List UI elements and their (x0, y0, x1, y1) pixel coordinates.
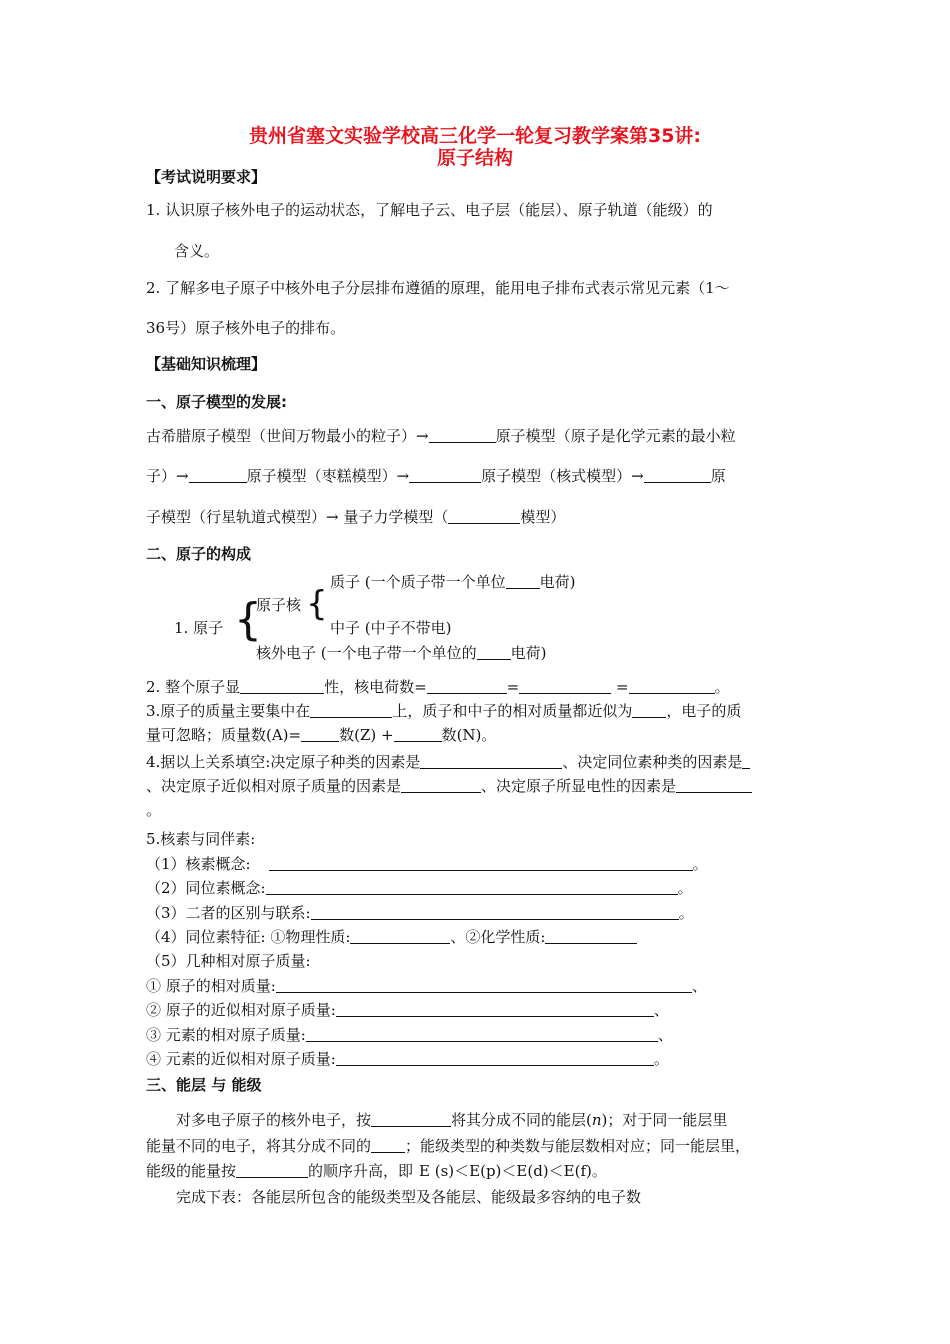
q5-masses: （5）几种相对原子质量: (146, 952, 311, 970)
exam-item-2-cont: 36号）原子核外电子的排布。 (146, 319, 346, 337)
brace-icon: { (306, 584, 328, 624)
answer-blank[interactable] (545, 927, 637, 944)
relative-mass-3: ③ 元素的相对原子质量: 、 (146, 1026, 673, 1044)
answer-blank[interactable] (336, 1049, 654, 1066)
neutron-line: 中子 (中子不带电) (330, 619, 452, 637)
answer-blank[interactable] (644, 466, 711, 483)
relative-mass-4: ④ 元素的近似相对原子质量: 。 (146, 1050, 669, 1068)
question-2: 2. 整个原子显 性，核电荷数= = = 。 (146, 678, 730, 696)
exam-heading: 【考试说明要求】 (146, 168, 267, 186)
exam-item-1: 1. 认识原子核外电子的运动状态，了解电子云、电子层（能层）、原子轨道（能级）的 (146, 201, 713, 219)
answer-blank[interactable] (189, 466, 247, 483)
answer-blank[interactable] (269, 854, 693, 871)
answer-blank[interactable] (236, 1161, 308, 1178)
energy-para-line-4: 完成下表：各能层所包含的能级类型及各能层、能级最多容纳的电子数 (176, 1188, 642, 1206)
answer-blank[interactable] (429, 426, 496, 443)
answer-blank[interactable] (310, 701, 392, 718)
question-3-cont: 量可忽略；质量数(A)= 数(Z) + 数(N)。 (146, 726, 497, 744)
question-4-end: 。 (146, 801, 162, 819)
proton-line: 质子 (一个质子带一个单位 电荷) (330, 573, 576, 591)
title-line-1: 贵州省塞文实验学校高三化学一轮复习教学案第35讲: (248, 125, 702, 147)
answer-blank[interactable] (629, 677, 715, 694)
section-3-heading: 三、能层 与 能级 (146, 1076, 262, 1094)
section-1-heading: 一、原子模型的发展: (146, 393, 287, 411)
model-line-3: 子模型（行星轨道式模型）→ 量子力学模型（ 模型） (146, 508, 566, 526)
q5-features: （4）同位素特征: ①物理性质: 、②化学性质: (146, 926, 637, 948)
energy-para-line-2: 能量不同的电子，将其分成不同的 ；能级类型的种类数与能层数相对应；同一能层里， (146, 1137, 751, 1155)
q5-difference: （3）二者的区别与联系: 。 (146, 904, 694, 922)
answer-blank[interactable] (240, 677, 324, 694)
basics-heading: 【基础知识梳理】 (146, 355, 267, 373)
model-line-1: 古希腊原子模型（世间万物最小的粒子）→ 原子模型（原子是化学元素的最小粒 (146, 427, 736, 445)
relative-mass-2: ② 原子的近似相对原子质量: 、 (146, 1001, 669, 1019)
answer-blank[interactable] (336, 1000, 654, 1017)
question-5: 5.核素与同伴素: (146, 830, 256, 848)
question-4-cont: 、决定原子近似相对原子质量的因素是 、决定原子所显电性的因素是 (146, 775, 752, 797)
answer-blank[interactable] (742, 752, 750, 769)
question-3: 3.原子的质量主要集中在 上，质子和中子的相对质量都近似为 ，电子的质 (146, 702, 742, 720)
brace-icon: { (234, 594, 262, 645)
answer-blank[interactable] (350, 927, 450, 944)
energy-para-line-3: 能级的能量按 的顺序升高，即 E (s)＜E(p)＜E(d)＜E(f)。 (146, 1162, 607, 1180)
answer-blank[interactable] (427, 677, 507, 694)
answer-blank[interactable] (409, 466, 481, 483)
answer-blank[interactable] (311, 903, 679, 920)
answer-blank[interactable] (401, 776, 481, 793)
model-line-2: 子）→ 原子模型（枣糕模型）→ 原子模型（核式模型）→ 原 (146, 467, 726, 485)
atom-label: 1. 原子 (174, 619, 224, 637)
answer-blank[interactable] (420, 752, 562, 769)
answer-blank[interactable] (371, 1110, 451, 1127)
exam-item-2: 2. 了解多电子原子中核外电子分层排布遵循的原理，能用电子排布式表示常见元素（1～ (146, 279, 730, 297)
answer-blank[interactable] (276, 976, 692, 993)
answer-blank[interactable] (506, 572, 540, 589)
electron-line: 核外电子 (一个电子带一个单位的 电荷) (256, 644, 547, 662)
question-4: 4.据以上关系填空:决定原子种类的因素是 、决定同位素种类的因素是 (146, 751, 750, 773)
q5-isotope: （2）同位素概念: 。 (146, 879, 693, 897)
exam-item-1-cont: 含义。 (174, 242, 220, 260)
answer-blank[interactable] (519, 677, 611, 694)
section-2-heading: 二、原子的构成 (146, 545, 252, 563)
answer-blank[interactable] (676, 776, 752, 793)
answer-blank[interactable] (394, 725, 442, 742)
answer-blank[interactable] (266, 878, 678, 895)
answer-blank[interactable] (371, 1136, 405, 1153)
answer-blank[interactable] (306, 1025, 658, 1042)
answer-blank[interactable] (477, 643, 511, 660)
relative-mass-1: ① 原子的相对质量: 、 (146, 977, 707, 995)
q5-nuclide: （1）核素概念: 。 (146, 855, 708, 873)
answer-blank[interactable] (448, 507, 520, 524)
energy-para-line-1: 对多电子原子的核外电子，按 将其分成不同的能层(n)；对于同一能层里 (176, 1111, 728, 1129)
answer-blank[interactable] (632, 701, 666, 718)
title-line-2: 原子结构 (436, 147, 513, 169)
answer-blank[interactable] (301, 725, 339, 742)
nucleus-label: 原子核 (256, 596, 302, 614)
